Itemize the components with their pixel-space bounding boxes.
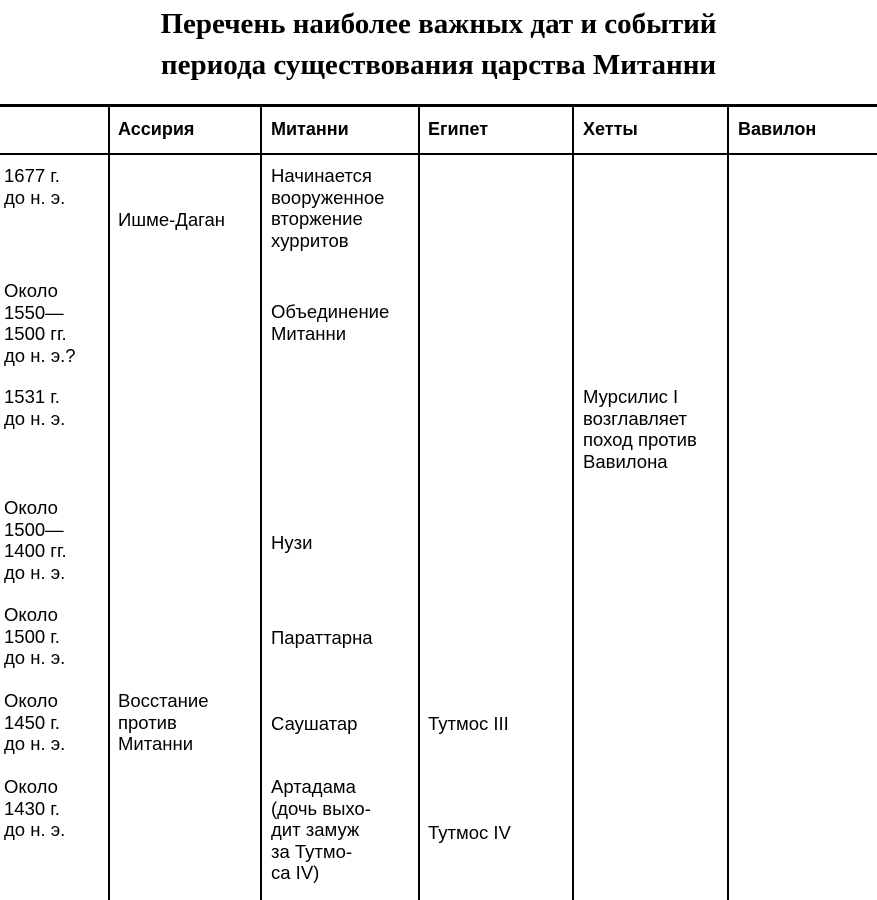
cell-date: 1677 г. до н. э. <box>4 165 66 208</box>
page-title <box>0 4 877 86</box>
cell-mitanni: Нузи <box>271 532 313 553</box>
cell-mitanni: Параттарна <box>271 627 373 648</box>
table-top-rule <box>0 104 877 107</box>
cell-egypt: Тутмос IV <box>428 822 511 843</box>
cell-assyria: Ишме-Даган <box>118 209 225 230</box>
header-cell-hittites: Хетты <box>583 119 638 139</box>
table-header-rule <box>0 153 877 155</box>
column-divider <box>727 104 729 900</box>
cell-date: Около 1500 г. до н. э. <box>4 604 66 668</box>
column-divider <box>418 104 420 900</box>
cell-egypt: Тутмос III <box>428 713 509 734</box>
column-divider <box>108 104 110 900</box>
cell-hittites: Мурсилис I возглавляет поход против Вавилона <box>583 386 697 472</box>
header-cell-babylon: Вавилон <box>738 119 817 139</box>
header-cell-assyria: Ассирия <box>118 119 195 139</box>
page-title-line-2: периода существования царства Митанни <box>160 49 717 81</box>
cell-date: Около 1430 г. до н. э. <box>4 776 66 840</box>
page-title-line-1: Перечень наиболее важных дат и событий <box>160 8 717 40</box>
cell-date: Около 1450 г. до н. э. <box>4 690 66 754</box>
column-divider <box>260 104 262 900</box>
cell-assyria: Восстание против Митанни <box>118 690 209 754</box>
header-cell-mitanni: Митанни <box>271 119 349 139</box>
cell-date: Около 1550— 1500 гг. до н. э.? <box>4 280 76 366</box>
cell-mitanni: Артадама (дочь выхо- дит замуж за Тутмо- са IV) <box>271 776 371 883</box>
header-cell-egypt: Египет <box>428 119 489 139</box>
cell-date: 1531 г. до н. э. <box>4 386 66 429</box>
cell-mitanni: Начинается вооруженное вторжение хурритов <box>271 165 385 251</box>
cell-date: Около 1500— 1400 гг. до н. э. <box>4 497 67 583</box>
cell-mitanni: Объединение Митанни <box>271 301 390 344</box>
cell-mitanni: Саушатар <box>271 713 358 734</box>
column-divider <box>572 104 574 900</box>
